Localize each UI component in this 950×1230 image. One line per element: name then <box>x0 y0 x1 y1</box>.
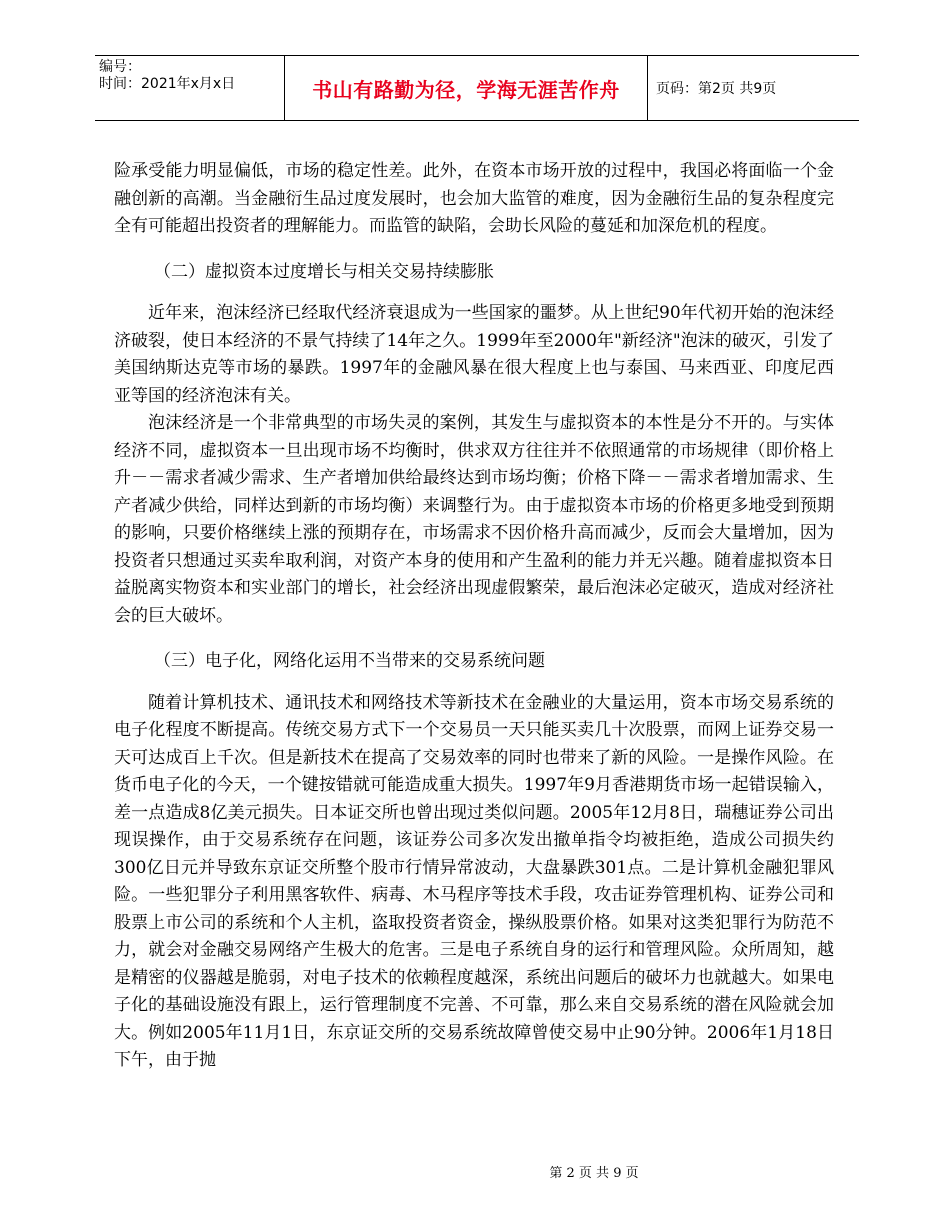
document-number-label: 编号： <box>99 59 141 75</box>
paragraph-bubble-economy: 近年来，泡沫经济已经取代经济衰退成为一些国家的噩梦。从上世纪90年代初开始的泡沫经济破裂，使日本经济的不景气持续了14年之久。1999年至2000年"新经济"泡沫的破灭，引发了美国纳斯达克等市场的暴跌。1997年的金融风暴在很大程度上也与泰国、马来西亚、印度尼西亚等国的经济泡沫有关。 <box>114 303 834 406</box>
paragraph-continued: 险承受能力明显偏低，市场的稳定性差。此外，在资本市场开放的过程中，我国必将面临一个金融创新的高潮。当金融衍生品过度发展时，也会加大监管的难度，因为金融衍生品的复杂程度完全有可能超出投资者的理解能力。而监管的缺陷，会助长风险的蔓延和加深危机的程度。 <box>114 161 834 236</box>
document-time: 时间：2021年x月x日 <box>99 76 236 92</box>
section-heading-3: （三）电子化，网络化运用不当带来的交易系统问题 <box>154 651 545 671</box>
paragraph-market-failure: 泡沫经济是一个非常典型的市场失灵的案例，其发生与虚拟资本的本性是分不开的。与实体经济不同，虚拟资本一旦出现市场不均衡时，供求双方往往并不依照通常的市场规律（即价格上升－－需求者减少需求、生产者增加供给最终达到市场均衡；价格下降－－需求者增加需求、生产者减少供给，同样达到新的市场均衡）来调整行为。由于虚拟资本市场的价格更多地受到预期的影响，只要价格继续上涨的预期存在，市场需求不因价格升高而减少，反而会大量增加，因为投资者只想通过买卖牟取利润，对资产本身的使用和产生盈利的能力并无兴趣。随着虚拟资本日益脱离实物资本和实业部门的增长，社会经济出现虚假繁荣，最后泡沫必定破灭，造成对经济社会的巨大破坏。 <box>114 413 834 626</box>
page-footer: 第 2 页 共 9 页 <box>549 1166 639 1181</box>
paragraph-electronic-trading: 随着计算机技术、通讯技术和网络技术等新技术在金融业的大量运用，资本市场交易系统的电子化程度不断提高。传统交易方式下一个交易员一天只能买卖几十次股票，而网上证券交易一天可达成百上千次。但是新技术在提高了交易效率的同时也带来了新的风险。一是操作风险。在货币电子化的今天，一个键按错就可能造成重大损失。1997年9月香港期货市场一起错误输入，差一点造成8亿美元损失。日本证交所也曾出现过类似问题。2005年12月8日，瑞穗证券公司出现误操作，由于交易系统存在问题，该证券公司多次发出撤单指令均被拒绝，造成公司损失约300亿日元并导致东京证交所整个股市行情异常波动，大盘暴跌301点。二是计算机金融犯罪风险。一些犯罪分子利用黑客软件、病毒、木马程序等技术手段，攻击证券管理机构、证券公司和股票上市公司的系统和个人主机，盗取投资者资金，操纵股票价格。如果对这类犯罪行为防范不力，就会对金融交易网络产生极大的危害。三是电子系统自身的运行和管理风险。众所周知，越是精密的仪器越是脆弱，对电子技术的依赖程度越深，系统出问题后的破坏力也就越大。如果电子化的基础设施没有跟上，运行管理制度不完善、不可靠，那么来自交易系统的潜在风险就会加大。例如2005年11月1日，东京证交所的交易系统故障曾使交易中止90分钟。2006年1月18日下午，由于抛 <box>114 692 834 1070</box>
header-motto: 书山有路勤为径，学海无涯苦作舟 <box>284 56 648 120</box>
section-heading-2: （二）虚拟资本过度增长与相关交易持续膨胀 <box>154 261 494 282</box>
document-body <box>114 158 834 1075</box>
header-meta <box>95 56 284 120</box>
header-page-info: 页码：第2页 共9页 <box>656 81 777 97</box>
page-header <box>95 55 859 121</box>
